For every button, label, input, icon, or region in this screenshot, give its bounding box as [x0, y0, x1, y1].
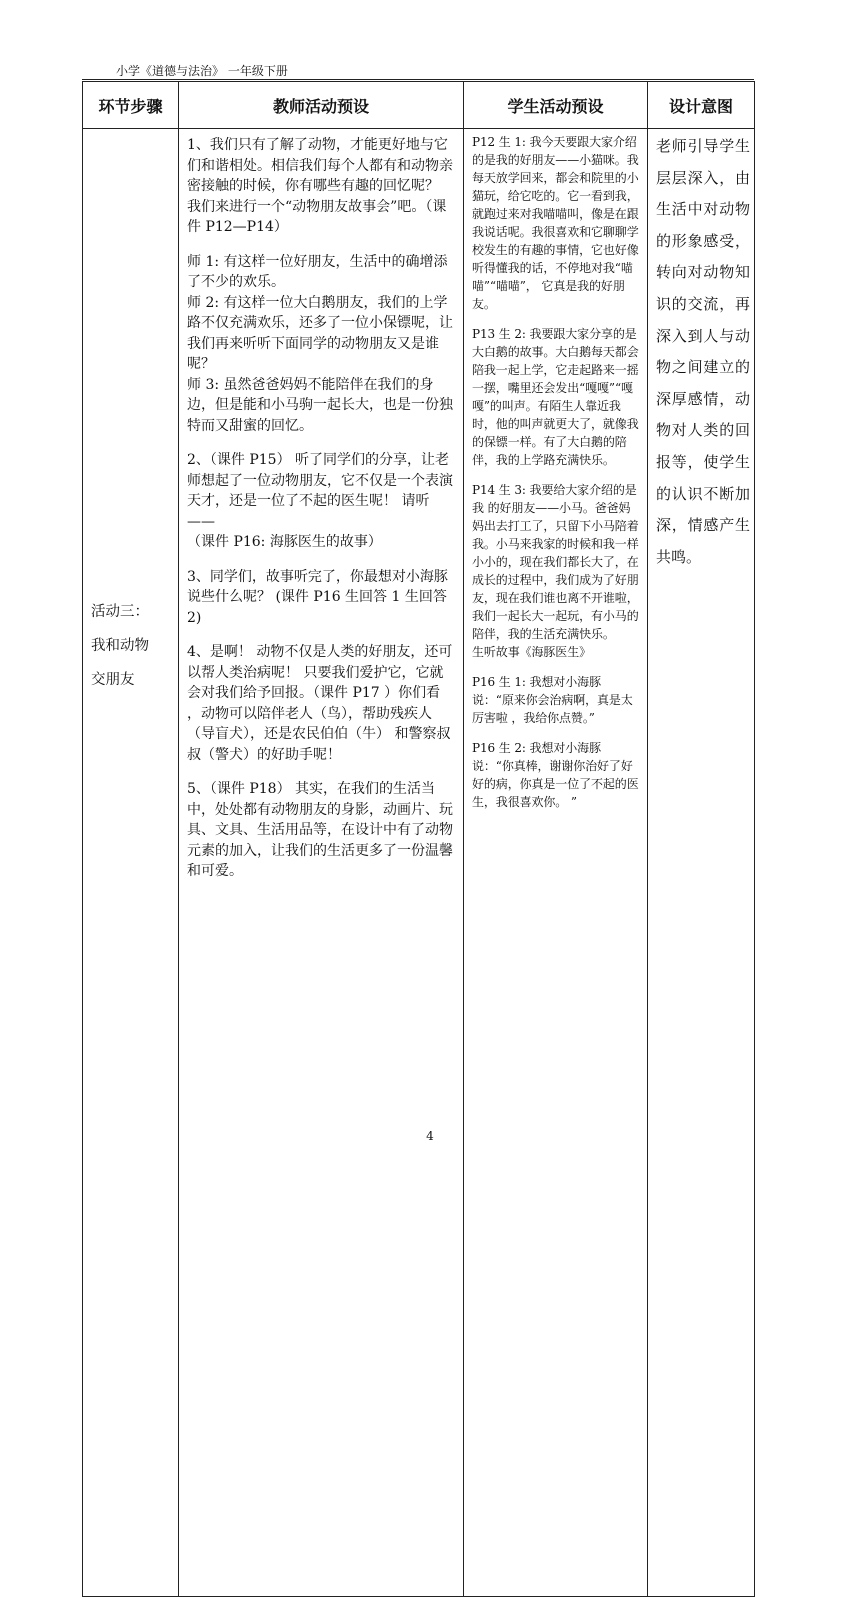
teacher-paragraph: 3、同学们，故事听完了，你最想对小海豚说些什么呢？ (课件 P16 生回答 1 生回答 2) — [187, 568, 448, 626]
teacher-paragraph: 5、（课件 P18） 其实，在我们的生活当中，处处都有动物朋友的身影，动画片、玩具、文具、生活用品等，在设计中有了动物元素的加入，让我们的生活更多了一份温馨和可爱。 — [187, 781, 453, 879]
student-activity-cell — [464, 129, 648, 1597]
student-paragraph: 生听故事《海豚医生》 — [472, 645, 592, 659]
step-line: 我和动物 — [91, 638, 149, 654]
page-number: 4 — [426, 1129, 434, 1143]
header-step: 环节步骤 — [83, 82, 179, 129]
teacher-paragraph: 2、（课件 P15） 听了同学们的分享，让老师想起了一位动物朋友，它不仅是一个表演天才，还是一位了不起的医生呢！ 请听—— — [187, 452, 453, 530]
teacher-paragraph: （课件 P16: 海豚医生的故事） — [187, 534, 382, 550]
step-cell — [83, 129, 179, 1597]
teacher-activity-cell — [179, 129, 464, 1597]
teacher-paragraph: 师 2: 有这样一位大白鹅朋友，我们的上学路不仅充满欢乐，还多了一位小保镖呢，让我们再来听听下面同学的动物朋友又是谁呢？ — [187, 294, 453, 372]
student-paragraph: P14 生 3: 我要给大家介绍的是我 的好朋友——小马。爸爸妈妈出去打工了，只留下小马陪着我。小马来我家的时候和我一样小小的，现在我们都长大了，在成长的过程中，我们成为了好朋友，现在我们谁也离不开谁啦，我们一起长大一起玩，有小马的陪伴，我的生活充满快乐。 — [472, 483, 639, 641]
page-header: 小学《道德与法治》 一年级下册 — [116, 64, 288, 78]
header-teacher-activity: 教师活动预设 — [179, 82, 464, 129]
step-line: 交朋友 — [91, 672, 135, 688]
student-paragraph: P16 生 1: 我想对小海豚说：“原来你会治病啊，真是太厉害啦 ，我给你点赞。” — [472, 675, 633, 725]
student-paragraph: P12 生 1: 我今天要跟大家介绍的是我的好朋友——小猫咪。我每天放学回来，都会和院里的小猫玩，给它吃的。它一看到我，就跑过来对我喵喵叫，像是在跟我说话呢。我很喜欢和它聊聊学校发生的有趣的事情，它也好像听得懂我的话，不停地对我“喵喵”“喵喵”， 它真是我的好朋友。 — [472, 135, 639, 311]
table-row — [83, 129, 755, 1597]
design-intent-cell — [648, 129, 755, 1597]
header-student-activity: 学生活动预设 — [464, 82, 648, 129]
lesson-plan-table — [82, 81, 755, 1597]
step-line: 活动三： — [91, 604, 149, 620]
teacher-paragraph: 1、我们只有了解了动物，才能更好地与它们和谐相处。相信我们每个人都有和动物亲密接触的时候，你有哪些有趣的回忆呢？ 我们来进行一个“动物朋友故事会”吧。（课件 P12—P14） — [187, 137, 453, 235]
design-intent-text: 老师引导学生层层深入，由生活中对动物的形象感受，转向对动物知识的交流，再深入到人与动物之间建立的深厚感情，动物对人类的回报等，使学生的认识不断加深，情感产生共鸣。 — [656, 137, 750, 566]
teacher-paragraph: 师 1: 有这样一位好朋友，生活中的确增添了不少的欢乐。 — [187, 253, 448, 290]
header-rule — [82, 79, 754, 80]
student-paragraph: P13 生 2: 我要跟大家分享的是大白鹅的故事。大白鹅每天都会陪我一起上学，它走起路来一摇一摆，嘴里还会发出“嘎嘎”“嘎嘎”的叫声。有陌生人靠近我时，他的叫声就更大了，就像我的保镖一样。有了大白鹅的陪伴，我的上学路充满快乐。 — [472, 327, 639, 467]
teacher-paragraph: 师 3: 虽然爸爸妈妈不能陪伴在我们的身边，但是能和小马驹一起长大，也是一份独特而又甜蜜的回忆。 — [187, 376, 453, 434]
student-paragraph: P16 生 2: 我想对小海豚说：“你真棒，谢谢你治好了好好的病，你真是一位了不起的医生，我很喜欢你。 ” — [472, 741, 639, 809]
header-design-intent: 设计意图 — [648, 82, 755, 129]
table-header-row — [83, 82, 755, 129]
teacher-paragraph: 4、是啊！ 动物不仅是人类的好朋友，还可以帮人类治病呢！ 只要我们爱护它，它就会对我们给予回报。（课件 P17 ）你们看 ，动物可以陪伴老人（鸟），帮助残疾人（导盲犬），还是农民伯伯（牛） 和警察叔叔（警犬）的好助手呢！ — [187, 644, 453, 763]
